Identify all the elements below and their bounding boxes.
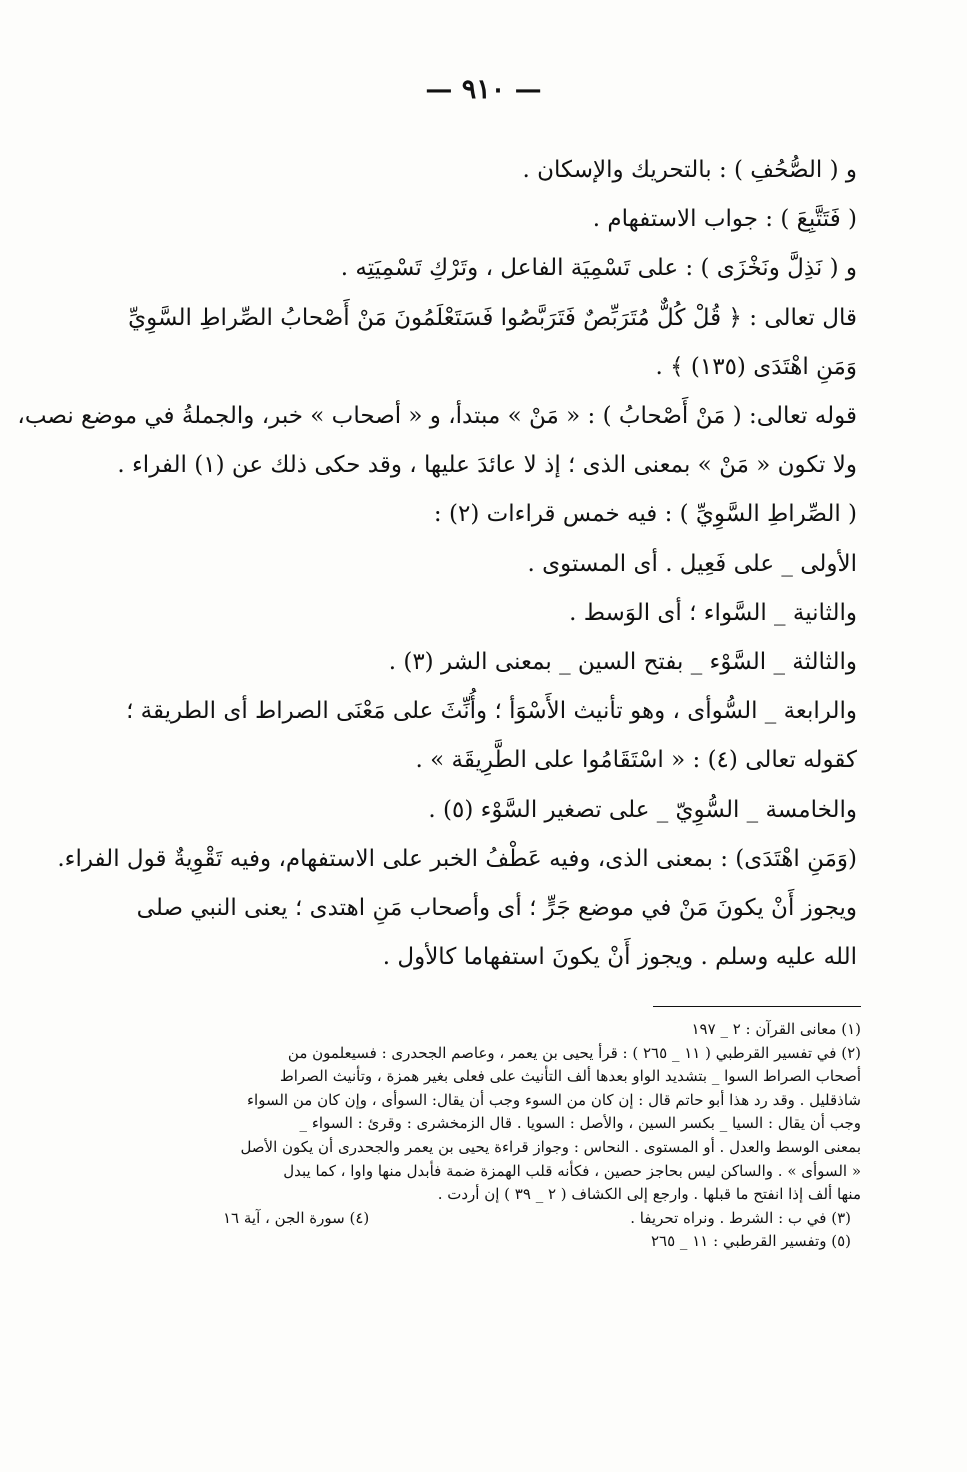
- text-line: ( الصِّراطِ السَّوِيِّ ) : فيه خمس قراءات (٢) :: [433, 501, 857, 528]
- footnote-2-line: أصحاب الصراط السوا _ بتشديد الواو بعدها ألف التأنيث على فعلى بغير همزة ، وتأنيث الصراط: [279, 1067, 861, 1086]
- text-line: قوله تعالى: ( مَنْ أَصْحابُ ) : « مَنْ » مبتدأ، و « أصحاب » خبر، والجملةُ في موضع نصب،: [17, 403, 857, 430]
- text-line: كقوله تعالى (٤) : « اسْتَقَامُوا على الطَّرِيقَة » .: [415, 747, 857, 774]
- reading-item: والثالثة _ السَّوْء _ بفتح السين _ بمعنى الشر (٣) .: [388, 649, 857, 676]
- footnote-2-line: بمعنى الوسط والعدل . أو المستوى . النحاس : وجواز قراءة يحيى بن يعمر والجحدرى أن يكون الأصل: [240, 1137, 861, 1156]
- text-line: و ( نَذِلَّ ونَخْزَى ) : على تَسْمِيَة الفاعل ، وتَرْكِ تَسْمِيَتِه .: [340, 255, 857, 282]
- text-line: و ( الصُّحُفِ ) : بالتحريك والإسكان .: [522, 157, 857, 183]
- page-number: — ٩١٠ —: [425, 74, 542, 105]
- footnote-1: (١) معانى القرآن : ٢ _ ١٩٧: [691, 1020, 861, 1038]
- text-line: ويجوز أَنْ يكونَ مَنْ في موضع جَرٍّ ؛ أى وأصحاب مَنِ اهتدى ؛ يعنى النبي صلى: [136, 895, 857, 922]
- footnotes: [103, 1018, 861, 1254]
- footnote-2-line: « السوأى » . والساكن ليس بحاجز حصين ، فكأنه قلب الهمزة ضمة فأبدل منها واوا ، كما يبدل: [283, 1161, 861, 1180]
- text-line: الله عليه وسلم . ويجوز أَنْ يكونَ استفهاما كالأول .: [382, 944, 857, 971]
- footnote-4: (٤) سورة الجن ، آية ١٦: [223, 1208, 370, 1227]
- footnote-2-line: وجب أن يقال : السيا _ بكسر السين ، والأصل : السويا . قال الزمخشرى : وقرئ : السواء _: [299, 1114, 861, 1133]
- reading-item: والثانية _ السَّواء ؛ أى الوَسط .: [569, 599, 857, 626]
- footnote-5: (٥) وتفسير القرطبي : ١١ _ ٢٦٥: [650, 1232, 851, 1251]
- footnote-2-line: منها ألف إذا انفتح ما قبلها . وارجع إلى الكشاف ( ٢ _ ٣٩ ) إن أردت .: [437, 1185, 861, 1204]
- footnote-3: (٣) في ب : الشرط . ونراه تحريفا .: [630, 1208, 851, 1227]
- main-text: [17, 146, 857, 982]
- verse-line: قال تعالى : ﴿ قُلْ كُلٌّ مُتَرَبِّصٌ فَتَرَبَّصُوا فَسَتَعْلَمُونَ مَنْ أَصْحابُ الصِّراطِ السَّوِيِّ: [128, 304, 857, 331]
- reading-item: والخامسة _ السُّوِيّ _ على تصغير السَّوْء (٥) .: [428, 796, 857, 823]
- text-line: (وَمَنِ اهْتَدَى) : بمعنى الذى، وفيه عَطْفُ الخبر على الاستفهام، وفيه تَقْوِيةٌ قول الفراء.: [57, 845, 857, 872]
- verse-line: وَمَنِ اهْتَدَى (١٣٥) ﴾ .: [655, 353, 857, 380]
- text-line: ( فَتَتَّبِعَ ) : جواب الاستفهام .: [592, 206, 857, 233]
- footnote-2-line: (٢) في تفسير القرطبي ( ١١ _ ٢٦٥ ) : قرأ يحيى بن يعمر ، وعاصم الجحدرى : فسيعلمون من: [287, 1043, 861, 1062]
- reading-item: الأولى _ على فَعِيل . أى المستوى .: [527, 550, 857, 577]
- text-line: ولا تكون « مَنْ » بمعنى الذى ؛ إذ لا عائدَ عليها ، وقد حكى ذلك عن (١) الفراء .: [117, 452, 857, 479]
- reading-item: والرابعة _ السُّوأى ، وهو تأنيث الأَسْوَأ ؛ وأُنِّثَ على مَعْنَى الصراط أى الطريقة ؛: [126, 698, 857, 725]
- footnote-2-line: شاذقليل . وقد رد هذا أبو حاتم قال : إن كان من السوء وجب أن يقال: السوأى ، وإن كان من السواء: [247, 1090, 861, 1109]
- footnote-divider: [653, 1006, 861, 1007]
- footnote-row-3-4: [103, 1207, 861, 1231]
